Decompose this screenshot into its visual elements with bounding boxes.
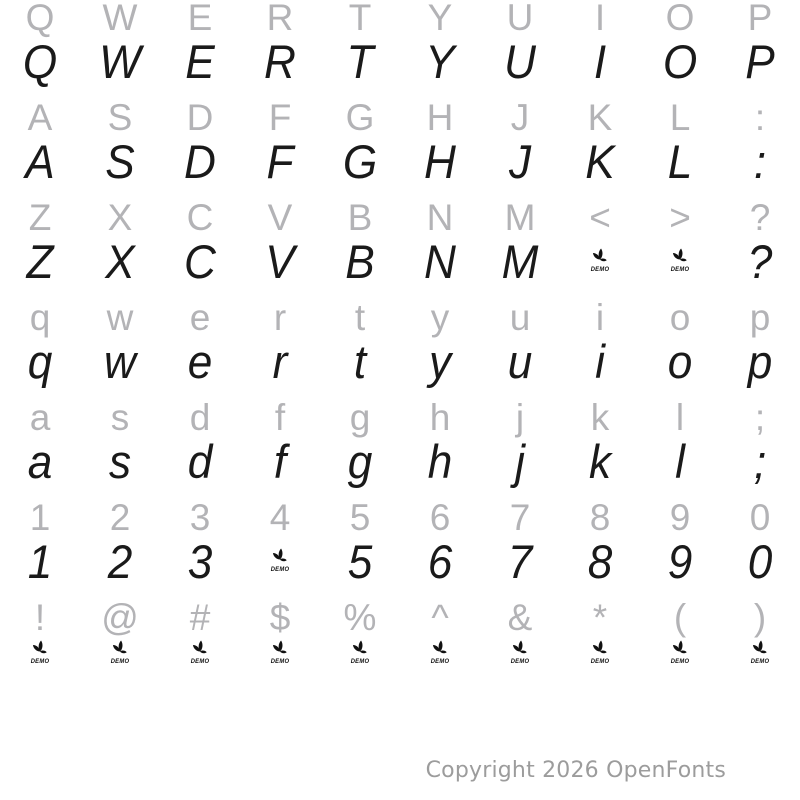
reference-glyph: % xyxy=(343,597,377,638)
demo-marker-label: DEMO xyxy=(350,658,370,664)
hedera-leaf-icon xyxy=(670,247,691,272)
demo-glyph: K xyxy=(585,135,615,188)
demo-glyph: J xyxy=(508,135,532,188)
reference-glyph: U xyxy=(506,0,534,38)
reference-glyph: ) xyxy=(753,597,767,638)
demo-glyph: 3 xyxy=(187,535,213,588)
demo-marker-label: DEMO xyxy=(190,658,210,664)
demo-marker-label: DEMO xyxy=(590,658,610,664)
reference-glyph: S xyxy=(107,97,133,138)
demo-marker-label: DEMO xyxy=(430,658,450,664)
glyph-block-4 xyxy=(0,297,800,400)
demo-glyph: 0 xyxy=(747,535,773,588)
demo-marker xyxy=(402,638,477,686)
reference-glyph: w xyxy=(106,297,134,338)
demo-row xyxy=(0,135,800,188)
demo-marker xyxy=(722,638,797,686)
demo-glyph: F xyxy=(266,135,294,188)
demo-glyph: 8 xyxy=(587,535,613,588)
reference-glyph: e xyxy=(189,297,211,338)
glyph-block-7 xyxy=(0,597,800,700)
demo-glyph: d xyxy=(187,435,213,488)
demo-glyph: q xyxy=(27,335,53,388)
reference-glyph: 5 xyxy=(349,497,371,538)
demo-row xyxy=(0,435,800,488)
demo-glyph: A xyxy=(25,135,55,188)
reference-glyph: q xyxy=(29,297,51,338)
demo-glyph: e xyxy=(187,335,213,388)
reference-glyph: C xyxy=(186,197,214,238)
demo-marker xyxy=(642,238,717,286)
reference-glyph: r xyxy=(273,297,287,338)
reference-glyph: M xyxy=(504,197,536,238)
reference-row xyxy=(0,299,800,337)
demo-marker xyxy=(562,238,637,286)
demo-marker xyxy=(82,638,157,686)
reference-glyph: Y xyxy=(427,0,453,38)
hedera-leaf-icon xyxy=(590,639,611,664)
demo-glyph: R xyxy=(264,35,296,88)
reference-glyph: ! xyxy=(34,597,46,638)
demo-glyph: Z xyxy=(26,235,54,288)
reference-glyph: > xyxy=(669,197,691,238)
reference-glyph: L xyxy=(669,97,691,138)
reference-glyph: K xyxy=(587,97,613,138)
copyright-text: Copyright 2026 OpenFonts xyxy=(425,758,726,783)
reference-glyph: Z xyxy=(28,197,52,238)
reference-glyph: T xyxy=(348,0,372,38)
demo-glyph: O xyxy=(662,35,698,88)
demo-glyph: i xyxy=(595,335,605,388)
demo-glyph: o xyxy=(667,335,693,388)
reference-glyph: < xyxy=(589,197,611,238)
reference-glyph: V xyxy=(267,197,293,238)
demo-marker-label: DEMO xyxy=(270,566,290,572)
demo-glyph: t xyxy=(353,335,367,388)
demo-glyph: a xyxy=(27,435,53,488)
demo-glyph: X xyxy=(105,235,135,288)
reference-glyph: 1 xyxy=(29,497,51,538)
reference-glyph: 4 xyxy=(269,497,291,538)
demo-glyph: 1 xyxy=(27,535,53,588)
reference-row xyxy=(0,99,800,137)
demo-glyph: G xyxy=(342,135,378,188)
reference-glyph: X xyxy=(107,197,133,238)
demo-glyph: P xyxy=(745,35,775,88)
demo-glyph: s xyxy=(108,435,132,488)
demo-marker-label: DEMO xyxy=(670,266,690,272)
demo-glyph: Y xyxy=(425,35,455,88)
reference-glyph: t xyxy=(354,297,366,338)
demo-glyph: M xyxy=(501,235,539,288)
reference-glyph: D xyxy=(186,97,214,138)
reference-glyph: u xyxy=(509,297,531,338)
demo-row xyxy=(0,638,800,686)
demo-glyph: p xyxy=(747,335,773,388)
demo-marker xyxy=(642,638,717,686)
demo-marker-label: DEMO xyxy=(590,266,610,272)
reference-glyph: j xyxy=(515,397,525,438)
reference-glyph: d xyxy=(189,397,211,438)
demo-marker xyxy=(562,638,637,686)
glyph-block-3 xyxy=(0,197,800,300)
reference-glyph: E xyxy=(187,0,213,38)
demo-glyph: C xyxy=(184,235,216,288)
demo-glyph: T xyxy=(346,35,374,88)
demo-glyph: U xyxy=(504,35,536,88)
hedera-leaf-icon xyxy=(30,639,51,664)
demo-row xyxy=(0,335,800,388)
demo-glyph: 6 xyxy=(427,535,453,588)
reference-glyph: : xyxy=(754,97,766,138)
hedera-leaf-icon xyxy=(270,639,291,664)
demo-glyph: f xyxy=(273,435,287,488)
demo-glyph: 2 xyxy=(107,535,133,588)
reference-glyph: k xyxy=(590,397,610,438)
reference-row xyxy=(0,199,800,237)
reference-row xyxy=(0,0,800,37)
demo-glyph: u xyxy=(507,335,533,388)
reference-glyph: A xyxy=(27,97,53,138)
reference-glyph: ; xyxy=(754,397,766,438)
demo-glyph: g xyxy=(347,435,373,488)
reference-glyph: a xyxy=(29,397,51,438)
demo-marker-label: DEMO xyxy=(30,658,50,664)
demo-marker-label: DEMO xyxy=(750,658,770,664)
reference-row xyxy=(0,499,800,537)
demo-glyph: w xyxy=(104,335,136,388)
reference-glyph: O xyxy=(665,0,695,38)
demo-glyph: E xyxy=(185,35,215,88)
reference-glyph: N xyxy=(426,197,454,238)
reference-glyph: # xyxy=(189,597,211,638)
demo-marker-label: DEMO xyxy=(270,658,290,664)
reference-glyph: 2 xyxy=(109,497,131,538)
demo-glyph: j xyxy=(515,435,525,488)
reference-glyph: 0 xyxy=(749,497,771,538)
reference-glyph: $ xyxy=(269,597,291,638)
reference-glyph: i xyxy=(595,297,605,338)
reference-glyph: I xyxy=(594,0,606,38)
reference-glyph: J xyxy=(510,97,530,138)
reference-glyph: p xyxy=(749,297,771,338)
reference-row xyxy=(0,399,800,437)
demo-row xyxy=(0,35,800,88)
reference-glyph: s xyxy=(110,397,130,438)
reference-glyph: F xyxy=(268,97,292,138)
reference-glyph: y xyxy=(430,297,450,338)
demo-glyph: 7 xyxy=(507,535,533,588)
reference-row xyxy=(0,599,800,637)
demo-glyph: 5 xyxy=(347,535,373,588)
reference-glyph: ( xyxy=(673,597,687,638)
reference-glyph: R xyxy=(266,0,294,38)
demo-marker xyxy=(482,638,557,686)
reference-glyph: * xyxy=(592,597,608,638)
hedera-leaf-icon xyxy=(110,639,131,664)
demo-glyph: D xyxy=(184,135,216,188)
glyph-block-1 xyxy=(0,0,800,100)
demo-marker-label: DEMO xyxy=(510,658,530,664)
demo-row xyxy=(0,535,800,588)
demo-glyph: y xyxy=(428,335,452,388)
reference-glyph: P xyxy=(747,0,773,38)
reference-glyph: 9 xyxy=(669,497,691,538)
reference-glyph: g xyxy=(349,397,371,438)
demo-row xyxy=(0,235,800,288)
demo-glyph: : xyxy=(753,135,767,188)
reference-glyph: ? xyxy=(749,197,771,238)
hedera-leaf-icon xyxy=(750,639,771,664)
demo-glyph: I xyxy=(593,35,607,88)
reference-glyph: 8 xyxy=(589,497,611,538)
glyph-block-6 xyxy=(0,497,800,600)
demo-glyph: k xyxy=(588,435,612,488)
demo-glyph: W xyxy=(99,35,141,88)
reference-glyph: l xyxy=(675,397,685,438)
demo-glyph: S xyxy=(105,135,135,188)
hedera-leaf-icon xyxy=(670,639,691,664)
demo-glyph: N xyxy=(424,235,456,288)
reference-glyph: 6 xyxy=(429,497,451,538)
demo-glyph: ? xyxy=(747,235,773,288)
demo-glyph: L xyxy=(667,135,693,188)
demo-marker xyxy=(162,638,237,686)
demo-marker xyxy=(242,538,317,586)
glyph-block-5 xyxy=(0,397,800,500)
demo-marker-label: DEMO xyxy=(110,658,130,664)
glyph-block-2 xyxy=(0,97,800,200)
reference-glyph: o xyxy=(669,297,691,338)
demo-glyph: l xyxy=(675,435,685,488)
reference-glyph: ^ xyxy=(431,597,449,638)
reference-glyph: G xyxy=(345,97,375,138)
demo-glyph: 9 xyxy=(667,535,693,588)
demo-glyph: h xyxy=(427,435,453,488)
demo-glyph: B xyxy=(345,235,375,288)
demo-marker xyxy=(242,638,317,686)
reference-glyph: f xyxy=(274,397,286,438)
demo-glyph: Q xyxy=(22,35,58,88)
hedera-leaf-icon xyxy=(270,547,291,572)
demo-marker xyxy=(322,638,397,686)
demo-glyph: ; xyxy=(753,435,767,488)
reference-glyph: H xyxy=(426,97,454,138)
reference-glyph: @ xyxy=(101,597,139,638)
hedera-leaf-icon xyxy=(510,639,531,664)
demo-glyph: V xyxy=(265,235,295,288)
demo-marker xyxy=(2,638,77,686)
demo-glyph: r xyxy=(272,335,288,388)
reference-glyph: Q xyxy=(25,0,55,38)
reference-glyph: & xyxy=(507,597,533,638)
demo-glyph: H xyxy=(424,135,456,188)
demo-marker-label: DEMO xyxy=(670,658,690,664)
hedera-leaf-icon xyxy=(190,639,211,664)
reference-glyph: B xyxy=(347,197,373,238)
hedera-leaf-icon xyxy=(430,639,451,664)
hedera-leaf-icon xyxy=(590,247,611,272)
reference-glyph: h xyxy=(429,397,451,438)
reference-glyph: 3 xyxy=(189,497,211,538)
reference-glyph: 7 xyxy=(509,497,531,538)
hedera-leaf-icon xyxy=(350,639,371,664)
reference-glyph: W xyxy=(102,0,138,38)
